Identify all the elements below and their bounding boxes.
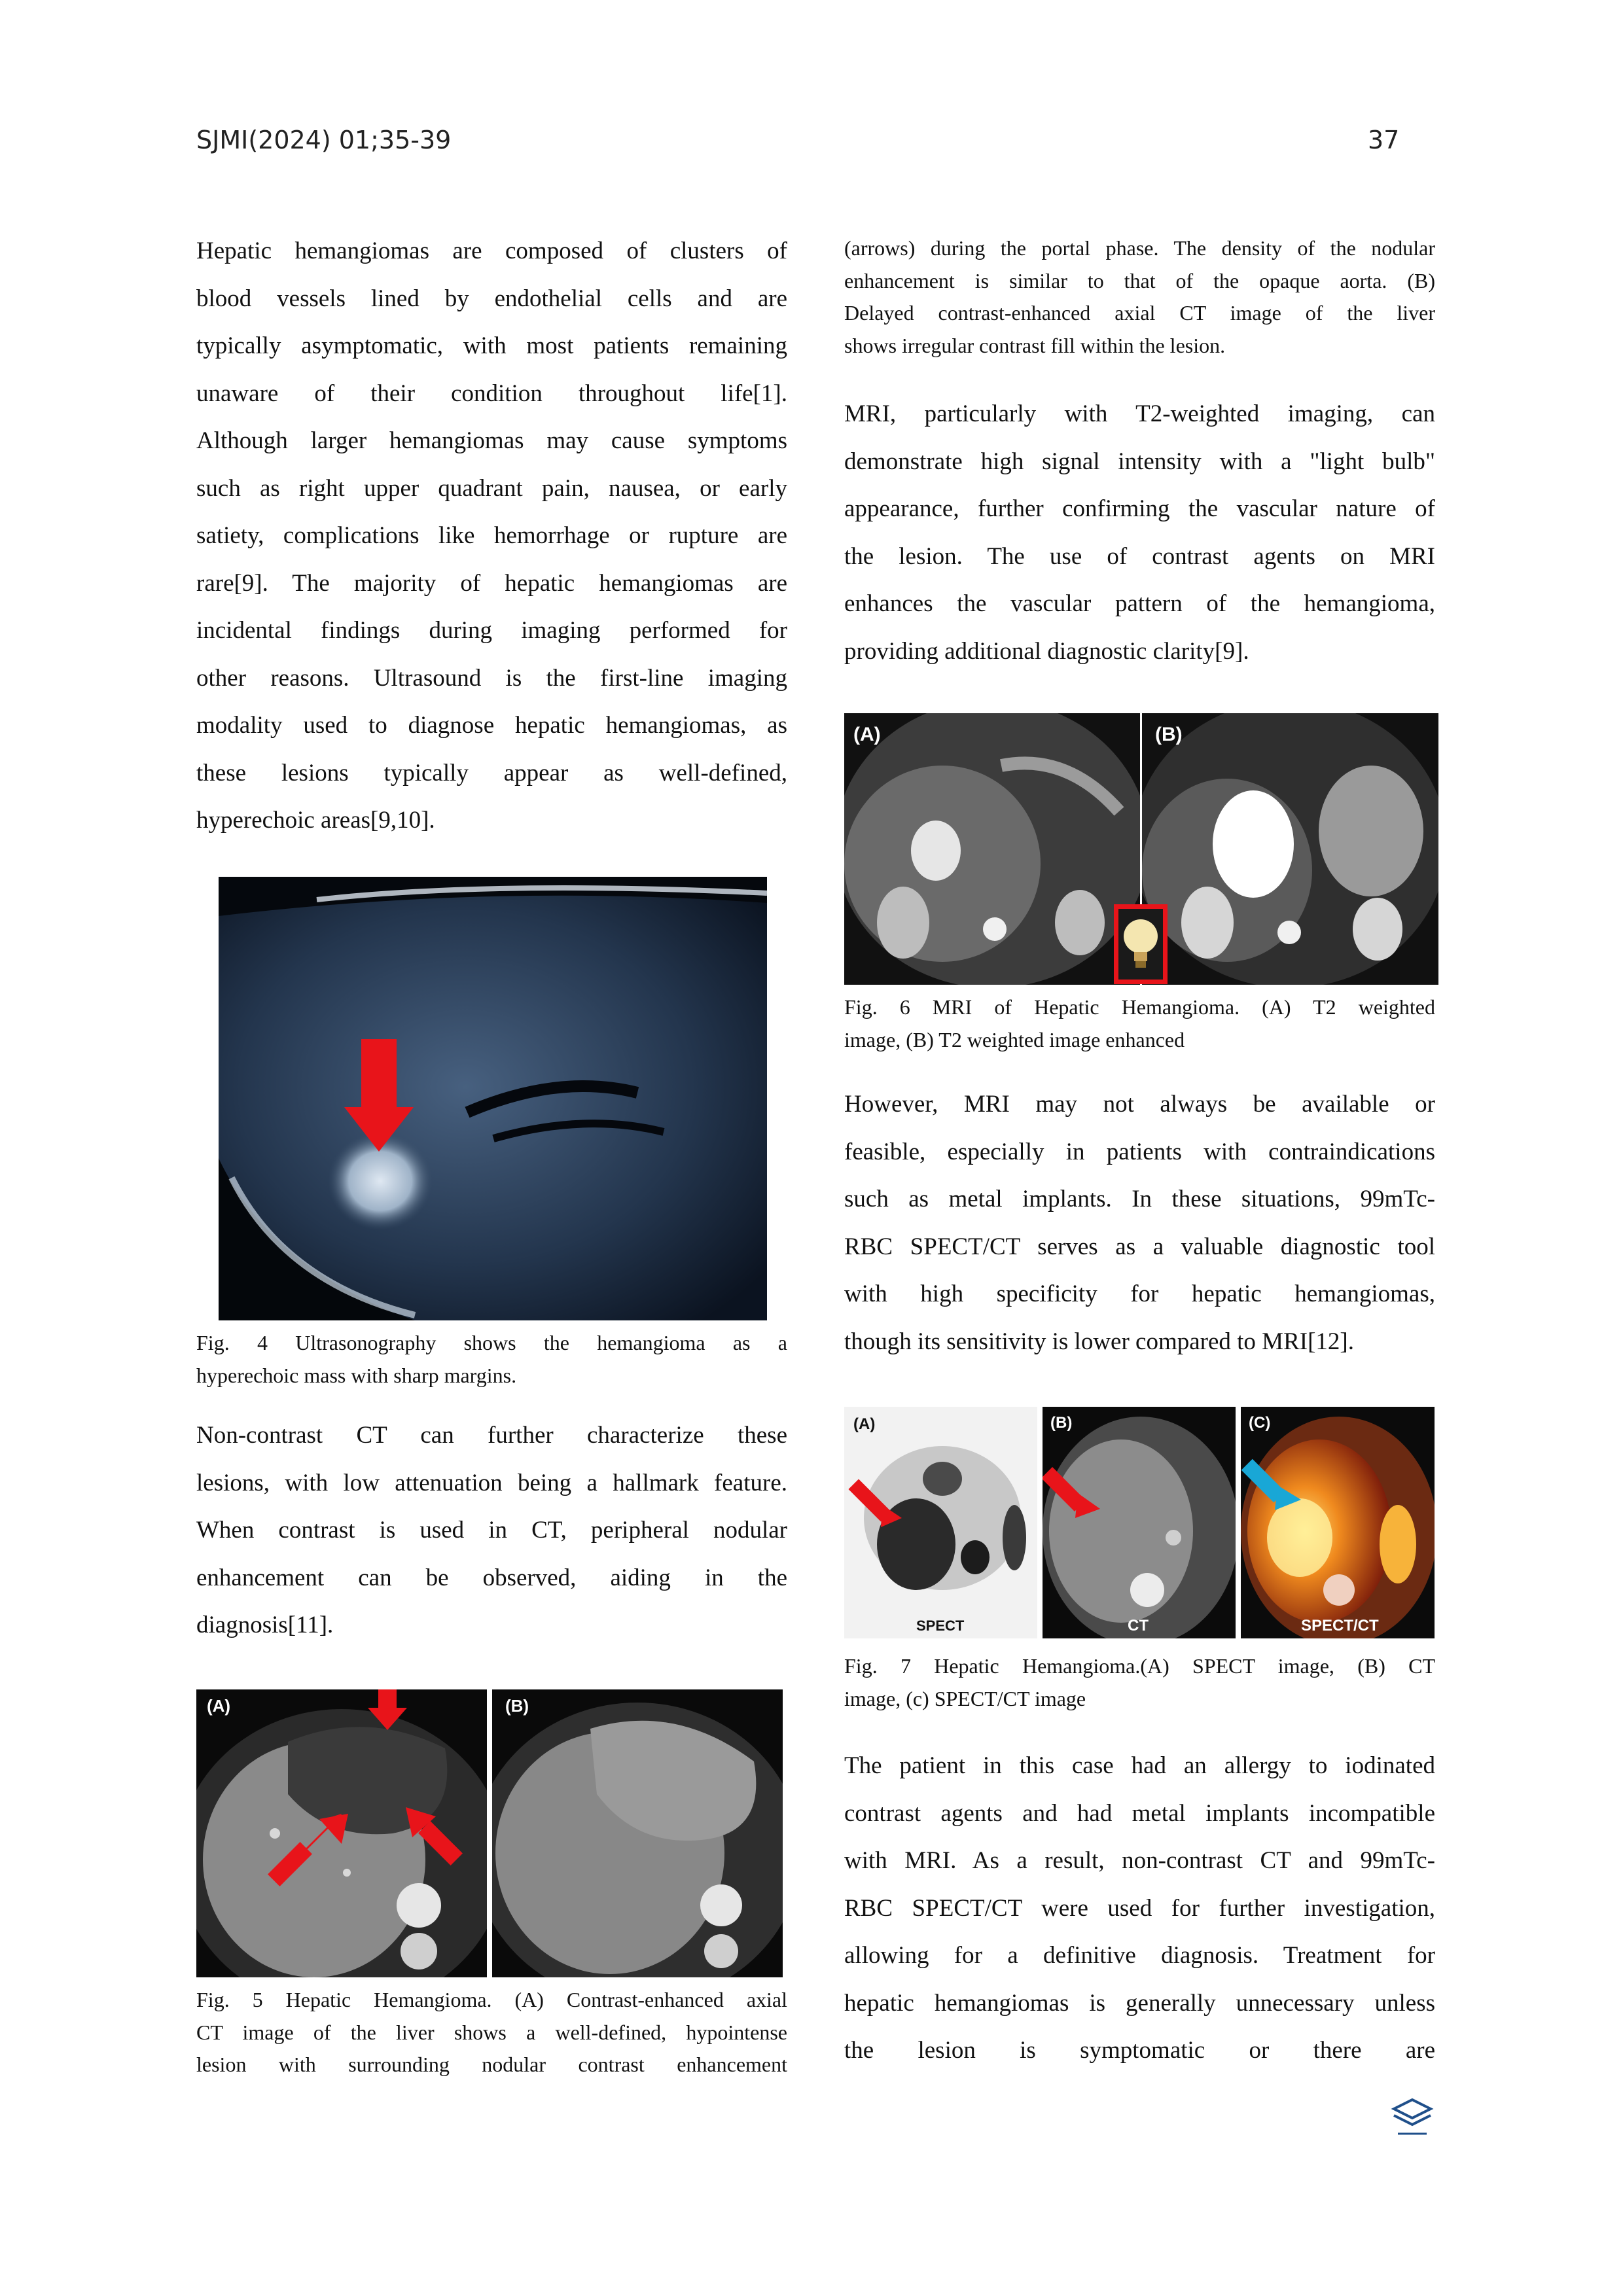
text-line: MRI, particularly with T2-weighted imaging, can (844, 400, 1435, 427)
text-line: lesions, with low attenuation being a hallmark feature. (196, 1469, 787, 1496)
caption-line: image, (c) SPECT/CT image (844, 1686, 1086, 1710)
figure-5a-ct (196, 1689, 487, 1977)
text-line: with high specificity for hepatic hemangiomas, (844, 1280, 1435, 1307)
text-line: RBC SPECT/CT serves as a valuable diagnostic tool (844, 1233, 1435, 1260)
text-line: such as right upper quadrant pain, nausea, or early (196, 474, 787, 502)
light-bulb-icon (1118, 909, 1163, 980)
text-line: feasible, especially in patients with contraindications (844, 1138, 1435, 1165)
text-line: Non-contrast CT can further characterize these (196, 1422, 787, 1449)
caption-line: Fig. 4 Ultrasonography shows the hemangioma as a (196, 1331, 787, 1354)
page-number: 37 (1368, 126, 1400, 154)
text-line: blood vessels lined by endothelial cells and are (196, 285, 787, 312)
text-line: demonstrate high signal intensity with a "light bulb" (844, 448, 1435, 475)
figure-4-caption (196, 1327, 787, 1392)
text-line: such as metal implants. In these situations, 99mTc- (844, 1186, 1435, 1212)
figure-6a-mri (844, 713, 1140, 985)
modality-label: SPECT (916, 1617, 965, 1634)
text-line: Hepatic hemangiomas are composed of clusters of (196, 238, 787, 264)
paragraph-ct (196, 1412, 787, 1650)
figure-5-caption-continued (844, 232, 1435, 362)
journal-citation: SJMI(2024) 01;35-39 (196, 126, 452, 154)
paragraph-spect (844, 1081, 1435, 1366)
text-line: other reasons. Ultrasound is the first-line imaging (196, 664, 787, 692)
text-line: typically asymptomatic, with most patients remaining (196, 332, 787, 359)
caption-line: enhancement is similar to that of the opaque aorta. (B) (844, 268, 1435, 292)
layers-logo-icon (1389, 2097, 1436, 2138)
text-line: the lesion is symptomatic or there are (844, 2037, 1435, 2064)
figure-6b-mri (1142, 713, 1438, 985)
text-line: allowing for a definitive diagnosis. Treatment for (844, 1942, 1435, 1969)
caption-line: Fig. 7 Hepatic Hemangioma.(A) SPECT image, (B) CT (844, 1654, 1435, 1678)
text-line: RBC SPECT/CT were used for further investigation, (844, 1894, 1435, 1922)
caption-line: Fig. 6 MRI of Hepatic Hemangioma. (A) T2 weighted (844, 995, 1435, 1019)
caption-line: (arrows) during the portal phase. The density of the nodular (844, 236, 1435, 260)
caption-line: lesion with surrounding nodular contrast enhancement (196, 2053, 787, 2076)
paragraph-mri (844, 391, 1435, 675)
figure-label: (B) (505, 1696, 529, 1716)
figure-7-caption (844, 1650, 1435, 1715)
figure-6-caption (844, 991, 1435, 1056)
text-line: satiety, complications like hemorrhage or rupture are (196, 522, 787, 549)
figure-label: (A) (853, 1415, 876, 1433)
text-line: the lesion. The use of contrast agents on MRI (844, 542, 1435, 570)
text-line: unaware of their condition throughout life[1]. (196, 380, 787, 407)
figure-5-caption (196, 1984, 787, 2081)
figure-4-ultrasound (219, 877, 767, 1320)
text-line: with MRI. As a result, non-contrast CT and 99mTc- (844, 1847, 1435, 1874)
figure-7c-spect-ct (1241, 1407, 1435, 1638)
caption-line: image, (B) T2 weighted image enhanced (844, 1027, 1185, 1051)
text-line: these lesions typically appear as well-defined, (196, 759, 787, 786)
text-line: providing additional diagnostic clarity[9]. (844, 637, 1249, 665)
text-line: Although larger hemangiomas may cause symptoms (196, 427, 787, 454)
modality-label: CT (1128, 1617, 1149, 1634)
paragraph-case (844, 1742, 1435, 2075)
caption-line: shows irregular contrast fill within the lesion. (844, 333, 1226, 357)
figure-label: (A) (853, 724, 881, 745)
caption-line: hyperechoic mass with sharp margins. (196, 1363, 517, 1387)
text-line: enhances the vascular pattern of the hemangioma, (844, 590, 1435, 617)
text-line: incidental findings during imaging performed for (196, 617, 787, 644)
figure-label: (A) (207, 1696, 231, 1716)
text-line: modality used to diagnose hepatic hemangiomas, as (196, 712, 787, 739)
text-line: though its sensitivity is lower compared to MRI[12]. (844, 1328, 1354, 1355)
text-line: However, MRI may not always be available or (844, 1091, 1435, 1118)
text-line: The patient in this case had an allergy to iodinated (844, 1752, 1435, 1779)
light-bulb-inset (1114, 904, 1168, 984)
caption-line: Fig. 5 Hepatic Hemangioma. (A) Contrast-enhanced axial (196, 1988, 787, 2011)
text-line: enhancement can be observed, aiding in the (196, 1564, 787, 1591)
text-line: diagnosis[11]. (196, 1612, 334, 1638)
figure-7b-ct (1043, 1407, 1236, 1638)
text-line: rare[9]. The majority of hepatic hemangiomas are (196, 569, 787, 597)
text-line: When contrast is used in CT, peripheral nodular (196, 1517, 787, 1544)
text-line: hepatic hemangiomas is generally unnecessary unless (844, 1989, 1435, 2017)
caption-line: CT image of the liver shows a well-defined, hypointense (196, 2020, 787, 2044)
text-line: contrast agents and had metal implants incompatible (844, 1799, 1435, 1827)
figure-label: (B) (1155, 724, 1183, 745)
figure-label: (C) (1249, 1414, 1271, 1432)
caption-line: Delayed contrast-enhanced axial CT image of the liver (844, 301, 1435, 325)
publisher-logo (1389, 2097, 1436, 2138)
text-line: hyperechoic areas[9,10]. (196, 807, 435, 834)
figure-label: (B) (1050, 1414, 1073, 1432)
figure-7a-spect (844, 1407, 1037, 1638)
modality-label: SPECT/CT (1301, 1617, 1379, 1634)
paragraph-ultrasound (196, 228, 787, 845)
text-line: appearance, further confirming the vascular nature of (844, 495, 1435, 522)
figure-5b-ct (492, 1689, 783, 1977)
